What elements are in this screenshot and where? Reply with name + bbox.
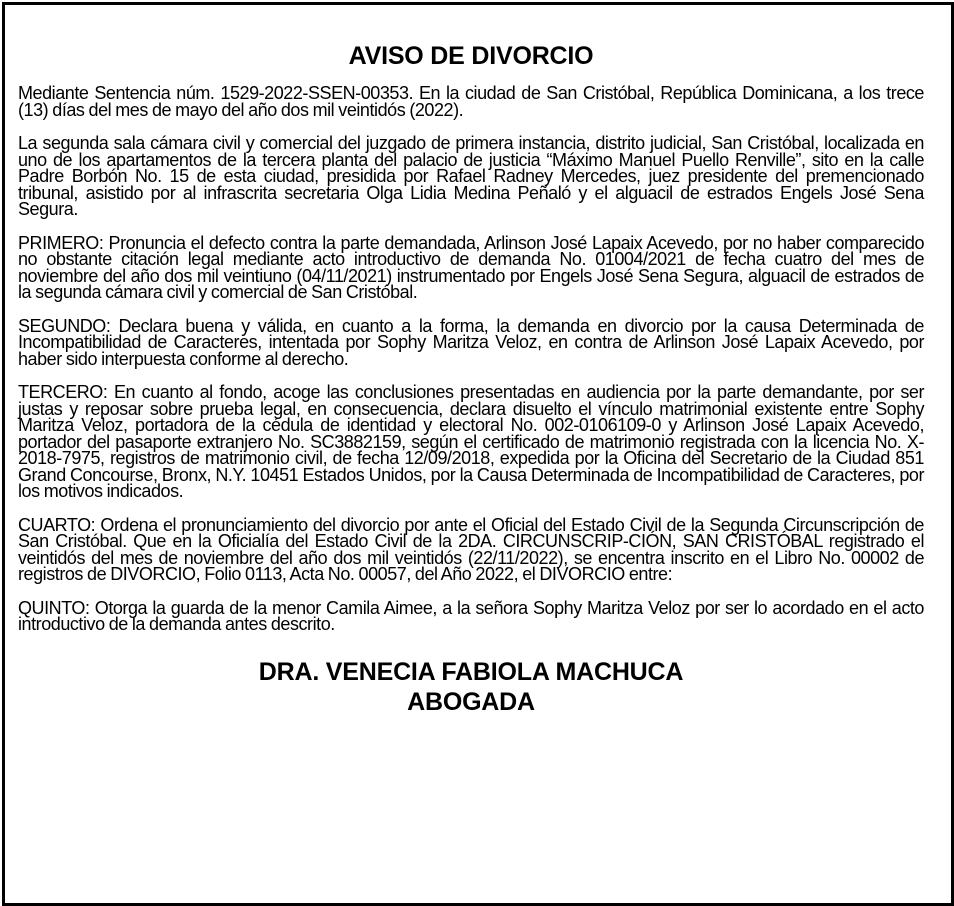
signature-block <box>18 657 924 717</box>
paragraph-tercero: TERCERO: En cuanto al fondo, acoge las conclusiones presentadas en audiencia por la parte demandante, por ser justas y reposar sobre prueba legal, en consecuencia, declara disuelto el vínculo matrimonial existente entre Sophy Maritza Veloz, portadora de la cédula de identidad y electoral No. 002-0106109-0 y Arlinson José Lapaix Acevedo, portador del pasaporte extranjero No. SC3882159, según el certificado de matrimonio registrada con la licencia No. X-2018-7975, registros de matrimonio civil, de fecha 12/09/2018, expedida por la Oficina del Secretario de la Ciudad 851 Grand Concourse, Bronx, N.Y. 10451 Estados Unidos, por la Causa Determinada de Incompatibilidad de Caracteres, por los motivos indicados. <box>18 382 924 501</box>
notice-content <box>18 40 924 717</box>
notice-title: AVISO DE DIVORCIO <box>348 42 594 70</box>
signature-role: ABOGADA <box>407 687 535 716</box>
paragraph-cuarto: CUARTO: Ordena el pronunciamiento del divorcio por ante el Oficial del Estado Civil de la Segunda Circunscripción de San Cristóbal. Que en la Oficialía del Estado Civil de la 2DA. CIRCUNSCRIP-CIÓN, SAN CRISTÓBAL registrado el veintidós del mes de noviembre del año dos mil veintidós (22/11/2022), se encentra inscrito en el Libro No. 00002 de registros de DIVORCIO, Folio 0113, Acta No. 00057, del Año 2022, el DIVORCIO entre: <box>18 514 924 584</box>
paragraph-sentencia: Mediante Sentencia núm. 1529-2022-SSEN-00353. En la ciudad de San Cristóbal, República Dominicana, a los trece (13) días del mes de mayo del año dos mil veintidós (2022). <box>18 83 924 120</box>
paragraph-segundo: SEGUNDO: Declara buena y válida, en cuanto a la forma, la demanda en divorcio por la causa Determinada de Incompatibilidad de Caracteres, intentada por Sophy Maritza Veloz, en contra de Arlinson José Lapaix Acevedo, por haber sido interpuesta conforme al derecho. <box>18 315 924 369</box>
signature-name: DRA. VENECIA FABIOLA MACHUCA <box>258 657 684 686</box>
paragraph-primero: PRIMERO: Pronuncia el defecto contra la parte demandada, Arlinson José Lapaix Acevedo, por no haber comparecido no obstante citación legal mediante acto introductivo de demanda No. 01004/2021 de fecha cuatro del mes de noviembre del año dos mil veintiuno (04/11/2021) instrumentado por Engels José Sena Segura, alguacil de estrados de la segunda cámara civil y comercial de San Cristóbal. <box>18 232 924 302</box>
paragraph-tribunal: La segunda sala cámara civil y comercial del juzgado de primera instancia, distrito judicial, San Cristóbal, localizada en uno de los apartamentos de la tercera planta del palacio de justicia “Máximo Manuel Puello Renville”, sito en la calle Padre Borbón No. 15 de esta ciudad, presidida por Rafael Radney Mercedes, juez presidente del premencionado tribunal, asistido por al infrascrita secretaria Olga Lidia Medina Peñaló y el alguacil de estrados Engels José Sena Segura. <box>18 133 924 219</box>
paragraph-quinto: QUINTO: Otorga la guarda de la menor Camila Aimee, a la señora Sophy Maritza Veloz por ser lo acordado en el acto introductivo de la demanda antes descrito. <box>18 597 924 634</box>
